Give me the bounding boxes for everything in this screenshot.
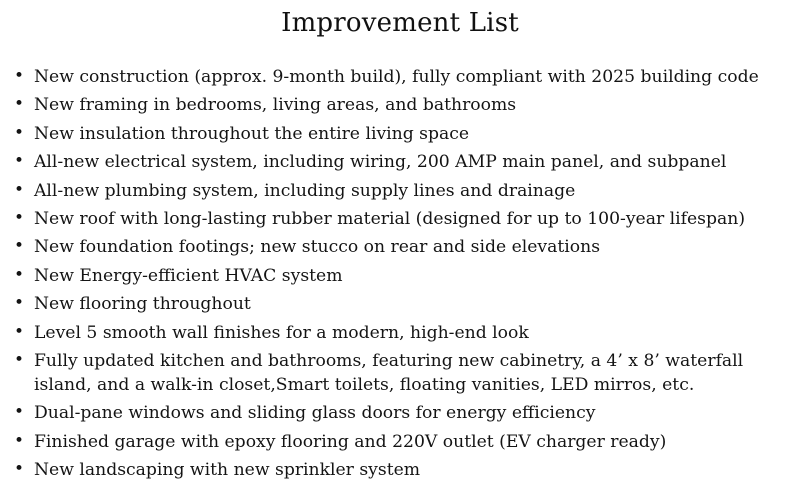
list-item bbox=[6, 208, 800, 232]
bullet-icon: • bbox=[14, 236, 25, 257]
list-item-label: Fully updated kitchen and bathrooms, featuring new cabinetry, a 4’ x 8’ waterfall island, and a walk-in closet,Smart toilets, floating vanities, LED mirros, etc. bbox=[34, 351, 744, 395]
bullet-icon: • bbox=[14, 321, 25, 342]
list-item bbox=[6, 151, 800, 175]
list-item-label: New construction (approx. 9-month build), fully compliant with 2025 building code bbox=[34, 67, 759, 87]
bullet-icon: • bbox=[14, 94, 25, 115]
bullet-icon: • bbox=[14, 179, 25, 200]
list-item bbox=[6, 180, 800, 204]
list-item-label: New Energy-efficient HVAC system bbox=[34, 265, 343, 286]
list-item bbox=[6, 459, 800, 483]
list-item bbox=[6, 236, 800, 260]
list-item-label: New roof with long-lasting rubber material (designed for up to 100-year lifespan) bbox=[34, 209, 746, 230]
list-item bbox=[6, 402, 800, 426]
list-item-label: New flooring throughout bbox=[34, 294, 251, 315]
list-item bbox=[6, 431, 800, 455]
list-item-label: New framing in bedrooms, living areas, and bathrooms bbox=[34, 95, 517, 116]
list-item-label: Dual-pane windows and sliding glass doors for energy efficiency bbox=[34, 403, 596, 424]
list-item-label: All-new plumbing system, including supply lines and drainage bbox=[34, 180, 576, 201]
bullet-icon: • bbox=[14, 402, 25, 423]
bullet-icon: • bbox=[14, 264, 25, 285]
bullet-icon: • bbox=[14, 350, 25, 371]
bullet-icon: • bbox=[14, 151, 25, 172]
list-item-label: New insulation throughout the entire living space bbox=[34, 123, 470, 144]
list-item bbox=[6, 123, 800, 147]
list-item bbox=[6, 322, 800, 346]
bullet-icon: • bbox=[14, 208, 25, 229]
list-item bbox=[6, 293, 800, 317]
bullet-icon: • bbox=[14, 66, 25, 86]
list-item bbox=[6, 66, 800, 90]
bullet-icon: • bbox=[14, 122, 25, 143]
page-title: Improvement List bbox=[281, 8, 519, 38]
bullet-icon: • bbox=[14, 459, 25, 480]
list-item bbox=[6, 94, 800, 118]
document-page bbox=[0, 6, 800, 480]
bullet-icon: • bbox=[14, 293, 25, 314]
list-item-label: Level 5 smooth wall finishes for a modern, high-end look bbox=[34, 322, 529, 343]
list-item bbox=[6, 350, 800, 398]
bullet-icon: • bbox=[14, 430, 25, 451]
improvement-list bbox=[0, 66, 800, 483]
list-item bbox=[6, 265, 800, 289]
list-item-label: New landscaping with new sprinkler system bbox=[34, 460, 421, 481]
list-item-label: Finished garage with epoxy flooring and 220V outlet (EV charger ready) bbox=[34, 431, 667, 452]
list-item-label: New foundation footings; new stucco on rear and side elevations bbox=[34, 237, 601, 258]
list-item-label: All-new electrical system, including wiring, 200 AMP main panel, and subpanel bbox=[34, 152, 727, 173]
